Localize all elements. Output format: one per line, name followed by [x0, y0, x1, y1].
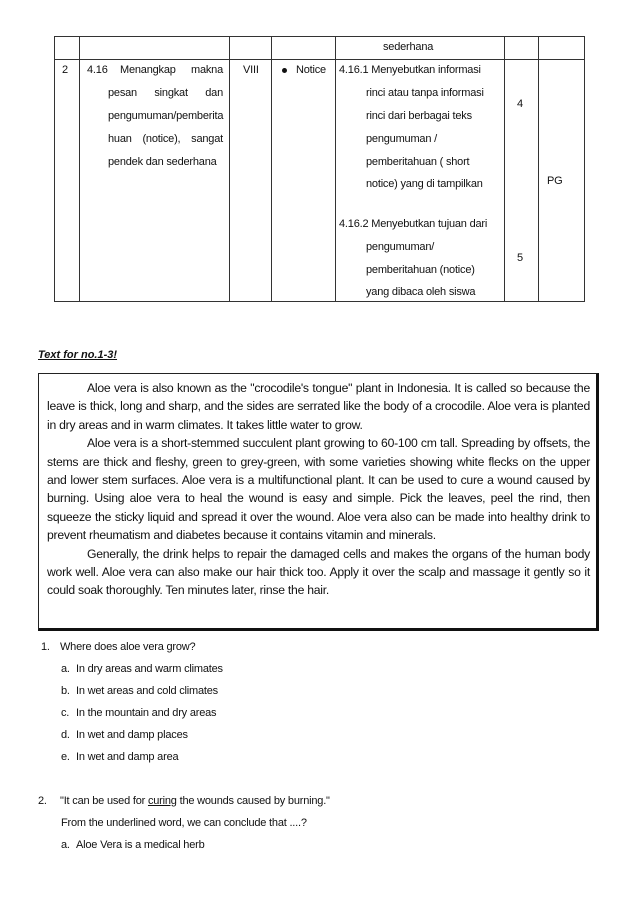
- indicator-line: pemberitahuan ( short: [366, 156, 470, 168]
- kd-line: pesan singkat dan: [108, 87, 223, 99]
- passage-paragraph: Aloe vera is also known as the "crocodile's tongue" plant in Indonesia. It is called so because the leave is thick, long and sharp, and the sides are serrated like the body of a crocodile. Aloe vera is planted in dry areas and in warm climates. It takes little water to grow.: [47, 381, 590, 432]
- indicator-line: pengumuman /: [366, 133, 437, 145]
- column-divider: [229, 36, 230, 302]
- material-value: Notice: [296, 64, 326, 76]
- underlined-word: curing: [147, 795, 177, 807]
- indicator-line: notice) yang di tampilkan: [366, 178, 483, 190]
- text-heading: Text for no.1-3!: [38, 349, 118, 361]
- row-divider: [54, 59, 585, 60]
- question-number: 1.: [41, 641, 50, 653]
- bullet-icon: [282, 68, 287, 73]
- option-text: In wet and damp area: [76, 751, 179, 763]
- question-text-after: the wounds caused by burning.": [176, 795, 330, 807]
- option-letter: a.: [61, 839, 70, 851]
- column-divider: [538, 36, 539, 302]
- question-text-before: "It can be used for: [60, 795, 148, 807]
- passage-paragraph: Aloe vera is a short-stemmed succulent plant growing to 60-100 cm tall. Spreading by offsets, the stems are thick and fleshy, green to grey-green, with some varieties showing white flecks on the upper and lower stem surfaces. Aloe vera is a multifunctional plant. It can be used to cure a wound caused by burning. Using aloe vera to heal the wound is easy and simple. Pick the leaves, peel the rind, then squeeze the sticky liquid and spread it over the wound. Aloe vera also can be made into healthy drink to prevent rheumatism and diabetes because it contains vitamin and minerals.: [47, 436, 590, 543]
- question-text: [60, 794, 330, 808]
- option-letter: e.: [61, 751, 70, 763]
- option-letter: b.: [61, 685, 70, 697]
- indicator-line: 4.16.1 Menyebutkan informasi: [339, 64, 481, 76]
- kd-number: 4.16: [87, 64, 108, 76]
- item-number: 4: [517, 98, 523, 110]
- question-text: Where does aloe vera grow?: [60, 641, 196, 653]
- option-text: In wet areas and cold climates: [76, 685, 218, 697]
- question-form: PG: [547, 175, 563, 187]
- indicator-line: yang dibaca oleh siswa: [366, 286, 476, 298]
- question-prompt: From the underlined word, we can conclude that ....?: [61, 817, 307, 829]
- option-letter: d.: [61, 729, 70, 741]
- option-letter: c.: [61, 707, 70, 719]
- passage-paragraph: Generally, the drink helps to repair the damaged cells and makes the organs of the human body work well. Aloe vera can also make our hair thick too. Apply it over the scalp and massage it gently so it could soak thoroughly. Ten minutes later, rinse the hair.: [47, 546, 590, 598]
- row-number: 2: [62, 64, 68, 76]
- option-text: In the mountain and dry areas: [76, 707, 217, 719]
- reading-passage: [38, 373, 599, 631]
- class-value: VIII: [243, 64, 259, 76]
- item-number: 5: [517, 252, 523, 264]
- indicator-line: rinci dari berbagai teks: [366, 110, 472, 122]
- kd-line: Menangkap makna: [120, 64, 223, 76]
- indicator-line: pengumuman/: [366, 241, 435, 253]
- indicator-line: 4.16.2 Menyebutkan tujuan dari: [339, 218, 488, 230]
- column-divider: [79, 36, 80, 302]
- indicator-line: rinci atau tanpa informasi: [366, 87, 484, 99]
- option-text: Aloe Vera is a medical herb: [76, 839, 205, 851]
- kd-line: pendek dan sederhana: [108, 156, 217, 168]
- option-text: In dry areas and warm climates: [76, 663, 223, 675]
- column-divider: [335, 36, 336, 302]
- column-divider: [271, 36, 272, 302]
- option-letter: a.: [61, 663, 70, 675]
- indicator-tail-text: sederhana: [383, 41, 434, 53]
- column-divider: [504, 36, 505, 302]
- question-number: 2.: [38, 795, 47, 807]
- kd-line: pengumuman/pemberita: [108, 110, 224, 122]
- indicator-line: pemberitahuan (notice): [366, 264, 475, 276]
- option-text: In wet and damp places: [76, 729, 188, 741]
- kd-line: huan (notice), sangat: [108, 133, 223, 145]
